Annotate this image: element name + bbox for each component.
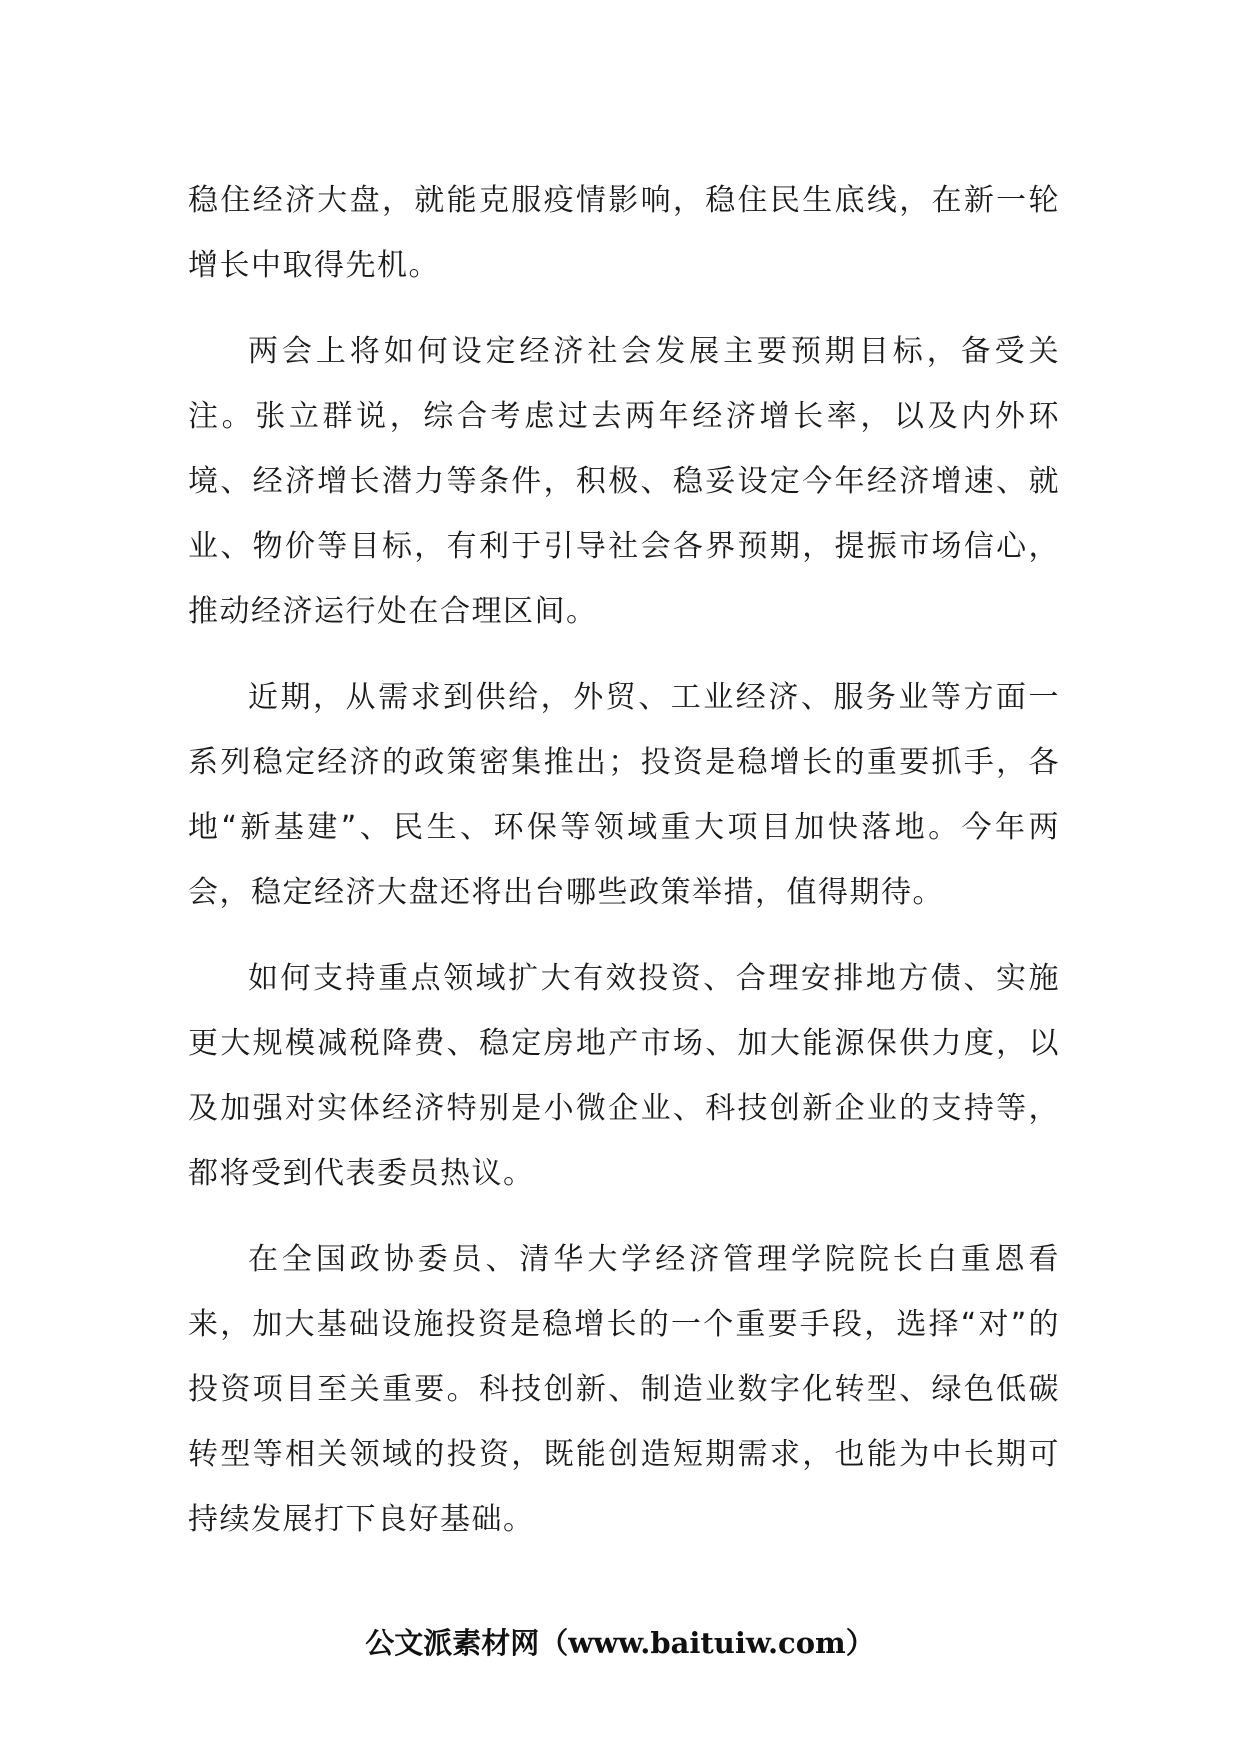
footer-source-line: 公文派素材网（www.baituiw.com） xyxy=(365,1626,875,1660)
paragraph-1: 稳住经济大盘，就能克服疫情影响，稳住民生底线，在新一轮增长中取得先机。 xyxy=(188,183,1060,283)
paragraph-5: 在全国政协委员、清华大学经济管理学院院长白重恩看来，加大基础设施投资是稳增长的一个重要手段，选择“对”的投资项目至关重要。科技创新、制造业数字化转型、绿色低碳转型等相关领域的投资，既能创造短期需求，也能为中长期可持续发展打下良好基础。 xyxy=(188,1242,1060,1537)
paragraph-3: 近期，从需求到供给，外贸、工业经济、服务业等方面一系列稳定经济的政策密集推出；投资是稳增长的重要抓手，各地“新基建”、民生、环保等领域重大项目加快落地。今年两会，稳定经济大盘还将出台哪些政策举措，值得期待。 xyxy=(188,680,1060,910)
document-body xyxy=(188,168,1060,1573)
paragraph-4: 如何支持重点领域扩大有效投资、合理安排地方债、实施更大规模减税降费、稳定房地产市场、加大能源保供力度，以及加强对实体经济特别是小微企业、科技创新企业的支持等，都将受到代表委员热议。 xyxy=(188,961,1060,1191)
paragraph-2: 两会上将如何设定经济社会发展主要预期目标，备受关注。张立群说，综合考虑过去两年经济增长率，以及内外环境、经济增长潜力等条件，积极、稳妥设定今年经济增速、就业、物价等目标，有利于引导社会各界预期，提振市场信心，推动经济运行处在合理区间。 xyxy=(188,334,1060,629)
